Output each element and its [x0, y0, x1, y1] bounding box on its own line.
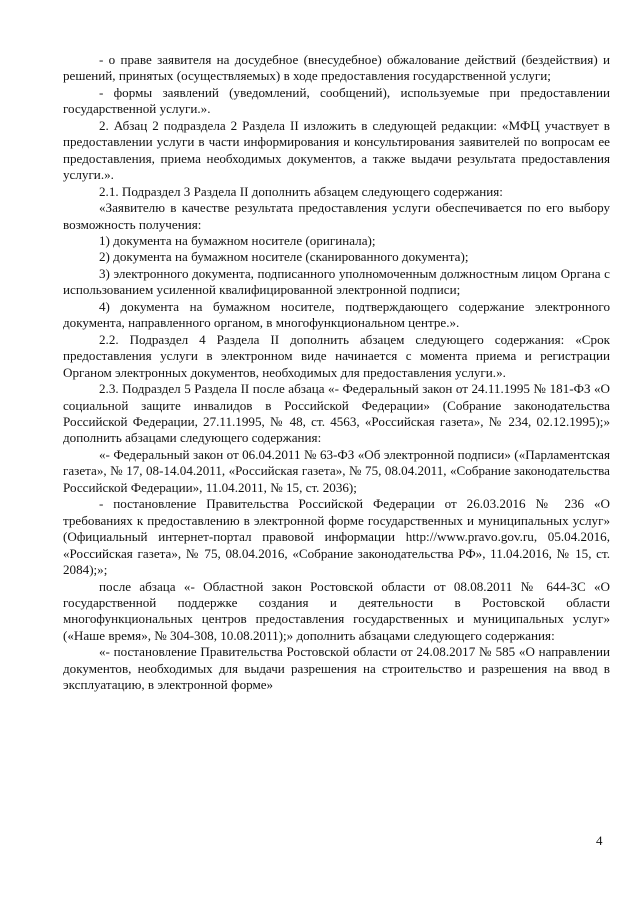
paragraph-result-options: «Заявителю в качестве результата предоставления услуги обеспечивается по его выбору возможность получения: [63, 200, 610, 232]
paragraph-resolution-236: - постановление Правительства Российской Федерации от 26.03.2016 № 236 «О требованиях к предоставлению в электронной форме государственных и муниципальных услуг» (Официальный интернет-портал правовой информации http://www.pravo.gov.ru, 05.04.2016, «Российская газета», № 75, 08.04.2016, «Собрание законодательства РФ», 11.04.2016, № 15, ст. 2084);»; [63, 496, 610, 578]
paragraph-resolution-585: «- постановление Правительства Ростовской области от 24.08.2017 № 585 «О направлении документов, необходимых для выдачи разрешения на строительство и разрешения на ввод в эксплуатацию, в электронной форме» [63, 644, 610, 693]
document-body [63, 52, 610, 694]
paragraph-law-63-fz: «- Федеральный закон от 06.04.2011 № 63-ФЗ «Об электронной подписи» («Парламентская газета», № 17, 08-14.04.2011, «Российская газета», № 75, 08.04.2011, «Собрание законодательства Российской Федерации», 11.04.2011, № 15, ст. 2036); [63, 446, 610, 495]
list-item-2: 2) документа на бумажном носителе (сканированного документа); [99, 249, 469, 265]
list-item-3: 3) электронного документа, подписанного уполномоченным должностным лицом Органа с использованием усиленной квалифицированной электронной подписи; [63, 265, 610, 298]
list-item-1: 1) документа на бумажном носителе (оригинала); [99, 232, 376, 248]
paragraph-item-2: 2. Абзац 2 подраздела 2 Раздела II изложить в следующей редакции: «МФЦ участвует в предоставлении услуги в части информирования и консультирования заявителей по вопросам ее предоставления, приема необходимых документов, а также выдачи результата предоставления услуги.». [63, 117, 610, 183]
paragraph-regional-law-644: после абзаца «- Областной закон Ростовской области от 08.08.2011 № 644-ЗС «О государственной поддержке создания и деятельности в Ростовской области многофункциональных центров предоставления государственных и муниципальных услуг» («Наше время», № 304-308, 10.08.2011);» дополнить абзацами следующего содержания: [63, 578, 610, 643]
paragraph-application-forms: - формы заявлений (уведомлений, сообщений), используемые при предоставлении государственной услуги.». [63, 84, 610, 117]
paragraph-appeal-right: - о праве заявителя на досудебное (внесудебное) обжалование действий (бездействия) и решений, принятых (осуществляемых) в ходе предоставления государственной услуги; [63, 52, 610, 84]
list-item-4: 4) документа на бумажном носителе, подтверждающего содержание электронного документа, направленного органом, в многофункциональном центре.». [63, 298, 610, 331]
paragraph-item-2-1: 2.1. Подраздел 3 Раздела II дополнить абзацем следующего содержания: [99, 183, 503, 199]
page-number: 4 [596, 833, 603, 848]
paragraph-item-2-2: 2.2. Подраздел 4 Раздела II дополнить абзацем следующего содержания: «Срок предоставления услуги в электронном виде начинается с момента приема и регистрации Органом электронных документов, необходимых для предоставления услуги.». [63, 331, 610, 380]
paragraph-item-2-3: 2.3. Подраздел 5 Раздела II после абзаца «- Федеральный закон от 24.11.1995 № 181-ФЗ «О социальной защите инвалидов в Российской Федерации» (Собрание законодательства Российской Федерации, 27.11.1995, № 48, ст. 4563, «Российская газета», № 234, 02.12.1995);» дополнить абзацами следующего содержания: [63, 381, 610, 446]
